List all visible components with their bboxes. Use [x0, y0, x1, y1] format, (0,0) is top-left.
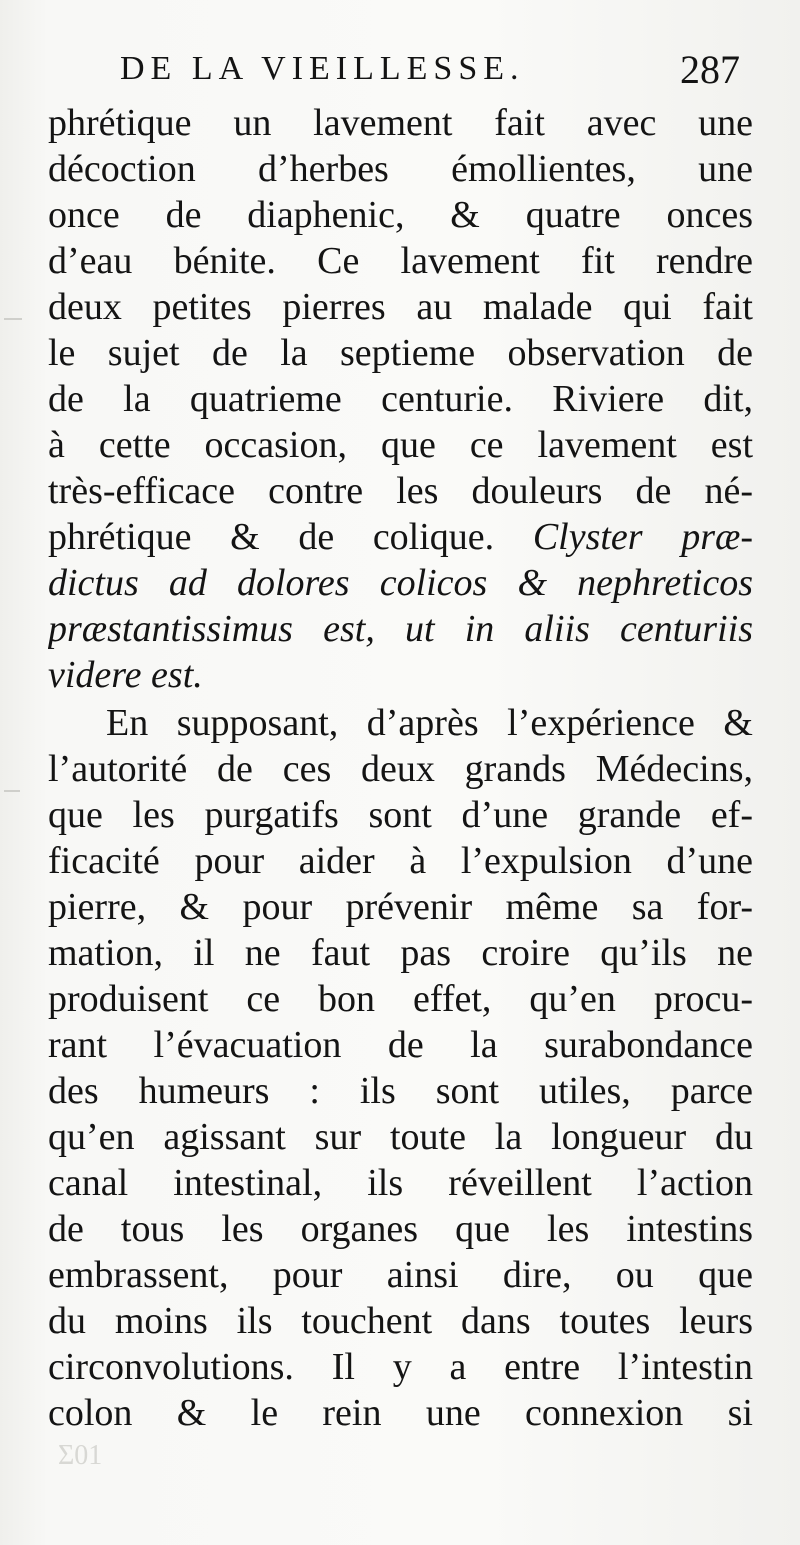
text-line: du moins ils touchent dans toutes leurs	[48, 1300, 753, 1342]
text-line: que les purgatifs sont d’une grande ef-	[48, 794, 753, 836]
text-line: deux petites pierres au malade qui fait	[48, 286, 753, 328]
text-line: à cette occasion, que ce lavement est	[48, 424, 753, 466]
text-line: canal intestinal, ils réveillent l’action	[48, 1162, 753, 1204]
text-line: des humeurs : ils sont utiles, parce	[48, 1070, 753, 1112]
text-line: de la quatrieme centurie. Riviere dit,	[48, 378, 753, 420]
latin-quote-start: Clyster præ-	[532, 516, 753, 558]
body-text	[48, 100, 753, 1436]
text-line: l’autorité de ces deux grands Médecins,	[48, 748, 753, 790]
text-line: circonvolutions. Il y a entre l’intestin	[48, 1346, 753, 1388]
text-line: pierre, & pour prévenir même sa for-	[48, 886, 753, 928]
text-line: très-efficace contre les douleurs de né-	[48, 470, 753, 512]
paragraph-first-line: En supposant, d’après l’expérience &	[106, 702, 753, 744]
latin-quote-line: dictus ad dolores colicos & nephreticos	[48, 562, 753, 604]
latin-quote-line: præstantissimus est, ut in aliis centuriis	[48, 608, 753, 650]
text-line: d’eau bénite. Ce lavement fit rendre	[48, 240, 753, 282]
text-line: rant l’évacuation de la surabondance	[48, 1024, 753, 1066]
text-line: embrassent, pour ainsi dire, ou que	[48, 1254, 753, 1296]
text-line: once de diaphenic, & quatre onces	[48, 194, 753, 236]
latin-quote-line: videre est.	[48, 654, 203, 696]
text-line: ficacité pour aider à l’expulsion d’une	[48, 840, 753, 882]
margin-mark	[4, 790, 20, 792]
text-line: le sujet de la septieme observation de	[48, 332, 753, 374]
text-line: qu’en agissant sur toute la longueur du	[48, 1116, 753, 1158]
text-line: mation, il ne faut pas croire qu’ils ne	[48, 932, 753, 974]
text-line: colon & le rein une connexion si	[48, 1392, 753, 1434]
text-line: produisent ce bon effet, qu’en procu-	[48, 978, 753, 1020]
text-line: phrétique un lavement fait avec une	[48, 102, 753, 144]
running-head	[120, 46, 740, 102]
text-line-mixed	[48, 514, 753, 560]
margin-mark	[4, 318, 22, 320]
text-line: de tous les organes que les intestins	[48, 1208, 753, 1250]
running-title: DE LA VIEILLESSE.	[120, 50, 525, 87]
text-line: décoction d’herbes émollientes, une	[48, 148, 753, 190]
text-run: phrétique & de colique.	[48, 516, 495, 558]
page-number: 287	[680, 47, 740, 92]
bleed-through-text: Σ01	[58, 1440, 103, 1471]
